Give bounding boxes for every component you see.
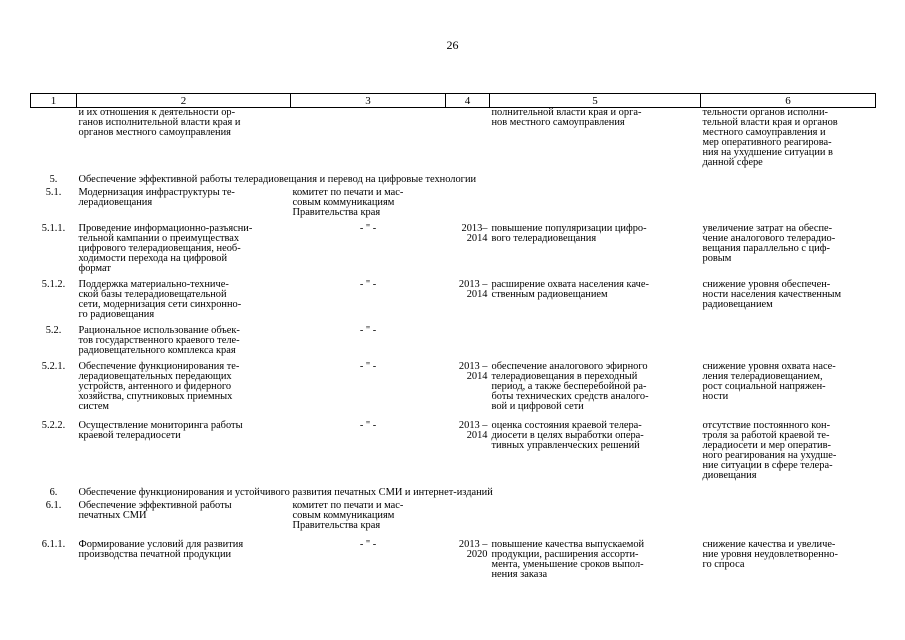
risk-cell: тельности органов исполни- тельной власти края и органов местного самоуправления и мер оперативного реагирова- ния на ухудшение ситуации в данной сфере [702,107,838,168]
table-body [31,108,876,581]
result-cell [490,185,701,218]
row-number: 6.1. [45,500,62,511]
period-cell: 2013 – 2020 [458,539,488,560]
risk-cell [701,185,876,218]
row-number: 5.2.1. [41,361,66,372]
period-cell: 2013 – 2014 [458,361,488,382]
result-cell: полнительной власти края и орга- нов местного самоуправления [491,107,642,128]
column-header: 2 [77,94,291,108]
result-cell: расширение охвата населения каче- ственным радиовещанием [491,279,649,300]
executor-cell: комитет по печати и мас- совым коммуникациям Правительства края [292,500,404,531]
executor-cell: - " - [359,361,377,372]
table-row [31,320,876,356]
risk-cell: увеличение затрат на обеспе- чение аналогового телерадио- вещания параллельно с циф- ровым [702,223,836,264]
period-cell [446,498,490,531]
executor-cell [291,108,446,169]
executor-cell: - " - [359,223,377,234]
activity-cell: Обеспечение функционирования те- лерадиовещательных передающих устройств, антенного и фидерного хозяйства, спутниковых приемных систем [78,361,240,412]
row-number [31,108,77,169]
row-number: 5.1.2. [41,279,66,290]
table-header [31,94,876,108]
table-row [31,185,876,218]
activity-cell: Модернизация инфраструктуры те- лерадиовещания [78,187,235,208]
table-row [31,481,876,498]
column-header: 1 [31,94,77,108]
table-row [31,356,876,412]
table-row [31,168,876,185]
executor-cell: - " - [359,279,377,290]
activity-cell: Рациональное использование объек- тов государственного краевого теле- радиовещательного комплекса края [78,325,240,356]
page-number: 26 [446,38,459,52]
risk-cell: отсутствие постоянного кон- троля за работой краевой те- лерадиосети и мер оператив- ного реагирования на ухудше- ние ситуации в сфере телера- диовещания [702,420,837,481]
activity-cell: Проведение информационно-разъясни- тельной кампании о преимуществах цифрового телерадиовещания, необ- ходимости перехода на цифровой формат [78,223,253,274]
row-number: 6. [49,487,58,498]
row-number: 5.2. [45,325,62,336]
result-cell [490,498,701,531]
period-cell [446,108,490,169]
risk-cell [701,320,876,356]
risk-cell: снижение качества и увеличе- ние уровня неудовлетворенно- го спроса [702,539,838,570]
table-row [31,218,876,274]
row-number: 5.2.2. [41,420,66,431]
risk-cell: снижение уровня обеспечен- ности населения качественным радиовещанием [702,279,842,310]
result-cell: повышение качества выпускаемой продукции, расширения ассорти- мента, уменьшение сроков выпол- нения заказа [491,539,645,580]
period-cell [446,185,490,218]
column-header: 4 [446,94,490,108]
row-number: 5.1. [45,187,62,198]
column-header: 6 [701,94,876,108]
risk-cell: снижение уровня охвата насе- ления телерадиовещанием, рост социальной напряжен- ности [702,361,836,402]
executor-cell: - " - [359,420,377,431]
result-cell: оценка состояния краевой телера- диосети в целях выработки опера- тивных управленческих решений [491,420,644,451]
program-table [30,93,876,580]
table-row [31,531,876,580]
activity-cell: Осуществление мониторинга работы краевой телерадиосети [78,420,243,441]
column-header: 3 [291,94,446,108]
section-title: Обеспечение эффективной работы телерадиовещания и перевод на цифровые технологии [78,174,477,185]
activity-cell: Формирование условий для развития производства печатной продукции [78,539,244,560]
activity-cell: и их отношения к деятельности ор- ганов исполнительной власти края и органов местного самоуправления [78,107,241,138]
row-number: 5. [49,174,58,185]
section-title: Обеспечение функционирования и устойчивого развития печатных СМИ и интернет-изданий [78,487,493,498]
column-header: 5 [490,94,701,108]
period-cell: 2013 – 2014 [458,420,488,441]
row-number: 6.1.1. [41,539,66,550]
period-cell [446,320,490,356]
executor-cell: - " - [359,325,377,336]
executor-cell: - " - [359,539,377,550]
result-cell [490,320,701,356]
result-cell: повышение популяризации цифро- вого телерадиовещания [491,223,647,244]
activity-cell: Поддержка материально-техниче- ской базы телерадиовещательной сети, модернизация сети синхронно- го радиовещания [78,279,242,320]
table-row [31,412,876,481]
activity-cell: Обеспечение эффективной работы печатных СМИ [78,500,232,521]
period-cell: 2013 – 2014 [458,279,488,300]
risk-cell [701,498,876,531]
executor-cell: комитет по печати и мас- совым коммуникациям Правительства края [292,187,404,218]
table-row [31,274,876,320]
result-cell: обеспечение аналогового эфирного телерадиовещания в переходный период, а также бесперебойной ра- боты технических средств аналого- вой и цифровой сети [491,361,649,412]
table-row [31,498,876,531]
period-cell: 2013– 2014 [461,223,488,244]
row-number: 5.1.1. [41,223,66,234]
table-row [31,108,876,169]
